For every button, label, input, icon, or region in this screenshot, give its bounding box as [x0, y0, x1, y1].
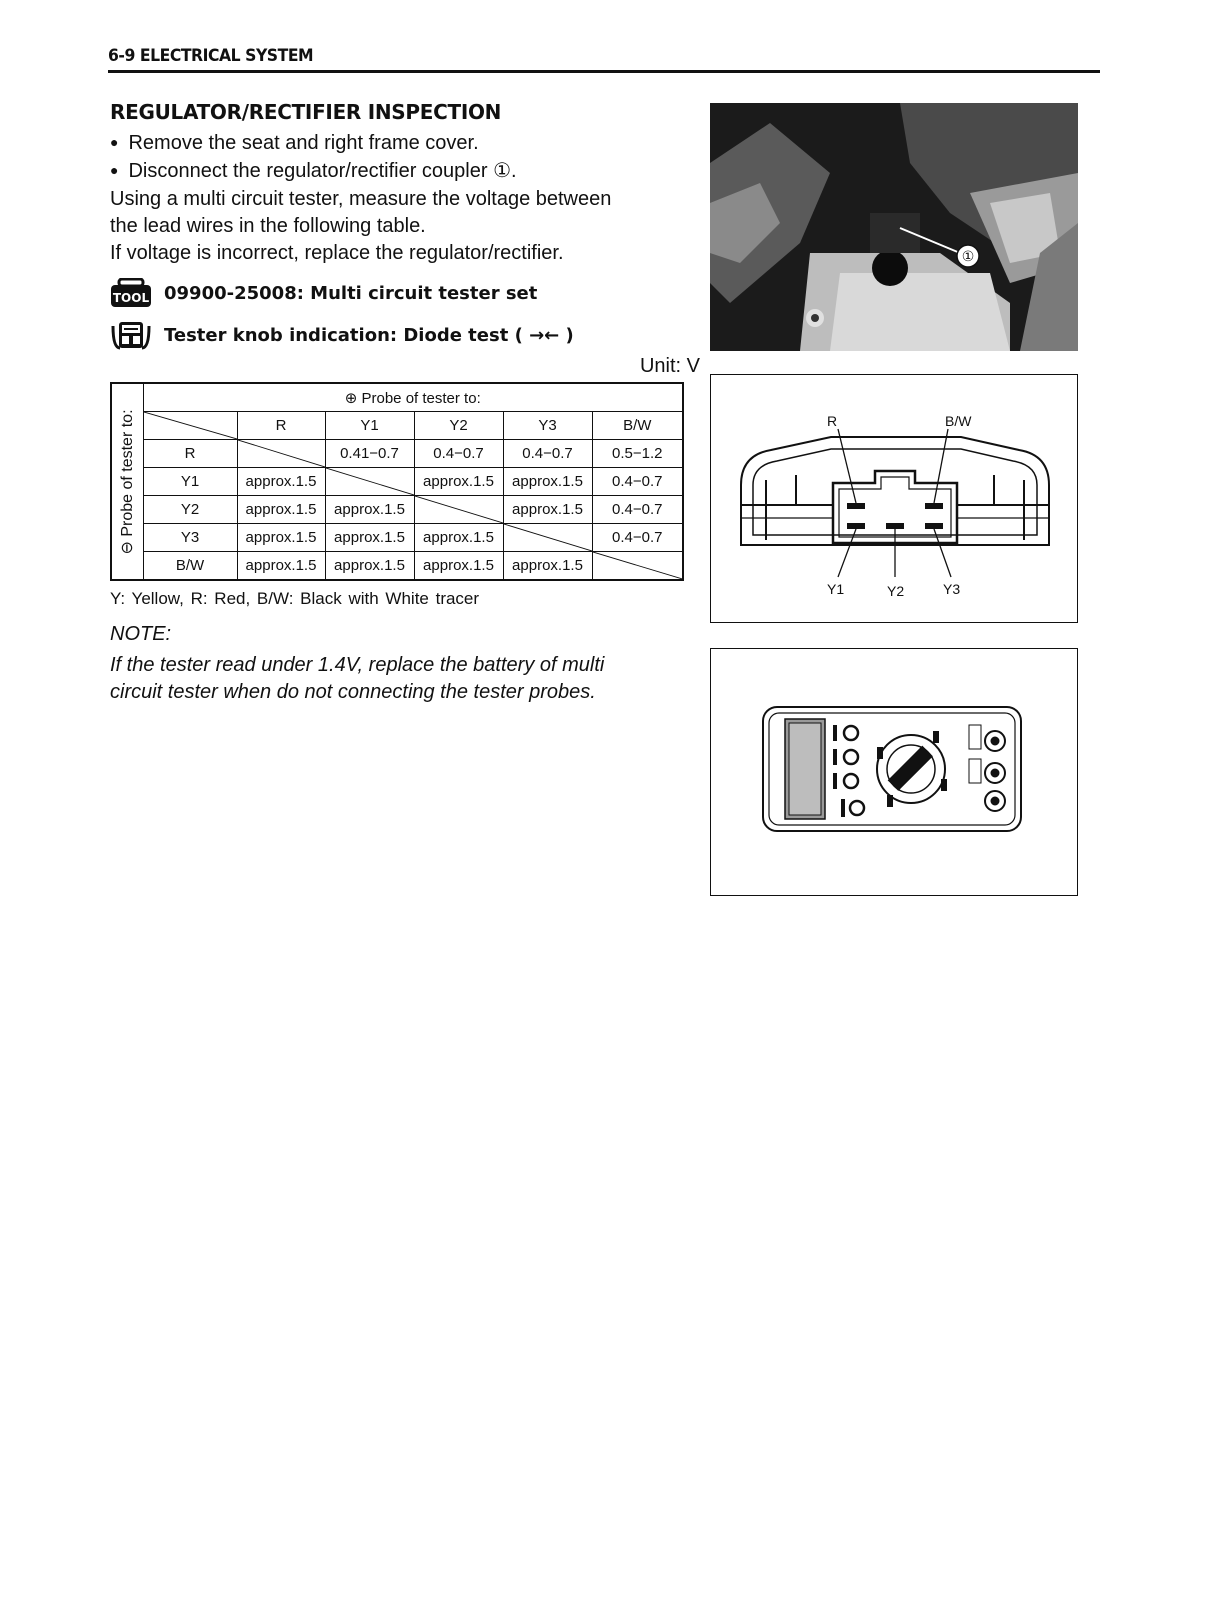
- table-cell: approx.1.5: [325, 552, 414, 581]
- table-row: [111, 552, 683, 581]
- plus-probe-header: ⊕ Probe of tester to:: [143, 383, 683, 412]
- regulator-photo: [710, 103, 1078, 351]
- empty-diagonal-cell: [237, 440, 325, 468]
- coupler-label-bw: B/W: [945, 413, 972, 429]
- row-header: Y2: [143, 496, 237, 524]
- tester-knob-row: [110, 319, 700, 351]
- multimeter-knob-icon: [110, 320, 152, 350]
- special-tool-row: [110, 277, 700, 309]
- table-cell: approx.1.5: [237, 468, 325, 496]
- row-header: B/W: [143, 552, 237, 581]
- step-bullet-2: ● Disconnect the regulator/rectifier coupler ①.: [110, 158, 700, 186]
- table-cell: approx.1.5: [414, 524, 503, 552]
- voltage-table: [110, 382, 684, 581]
- table-cell: 0.4−0.7: [592, 468, 683, 496]
- tester-knob-text: Tester knob indication: Diode test ( →← ): [164, 324, 574, 346]
- table-row: [111, 496, 683, 524]
- coupler-label-y1: Y1: [827, 581, 845, 597]
- col-header: Y3: [503, 412, 592, 440]
- minus-probe-header: ⊖ Probe of tester to:: [111, 383, 143, 580]
- empty-diagonal-cell: [592, 552, 683, 581]
- instruction-line-3: If voltage is incorrect, replace the regulator/rectifier.: [110, 242, 564, 264]
- coupler-label-r: R: [827, 413, 838, 429]
- instruction-line-2: the lead wires in the following table.: [110, 215, 426, 237]
- table-cell: approx.1.5: [503, 496, 592, 524]
- unit-label: Unit: V: [639, 355, 700, 377]
- table-cell: approx.1.5: [503, 552, 592, 581]
- step-bullet-1: ● Remove the seat and right frame cover.: [110, 130, 700, 158]
- table-cell: 0.4−0.7: [592, 496, 683, 524]
- col-header: Y1: [325, 412, 414, 440]
- note-line-2: circuit tester when do not connecting the tester probes.: [110, 681, 596, 703]
- table-cell: approx.1.5: [325, 524, 414, 552]
- section-title: REGULATOR/RECTIFIER INSPECTION: [110, 100, 502, 124]
- table-cell: 0.4−0.7: [592, 524, 683, 552]
- coupler-label-y3: Y3: [943, 581, 961, 597]
- table-cell: 0.4−0.7: [503, 440, 592, 468]
- coupler-diagram: [710, 374, 1078, 623]
- row-header: R: [143, 440, 237, 468]
- table-cell: 0.5−1.2: [592, 440, 683, 468]
- table-cell: approx.1.5: [414, 552, 503, 581]
- table-row: [111, 524, 683, 552]
- tool-icon-label: TOOL: [112, 291, 150, 305]
- col-header: B/W: [592, 412, 683, 440]
- row-header: Y1: [143, 468, 237, 496]
- empty-diagonal-cell: [414, 496, 503, 524]
- special-tool-text: 09900-25008: Multi circuit tester set: [164, 282, 538, 304]
- col-header: Y2: [414, 412, 503, 440]
- table-row: [111, 468, 683, 496]
- empty-diagonal-cell: [325, 468, 414, 496]
- col-header: R: [237, 412, 325, 440]
- instruction-line-1: Using a multi circuit tester, measure the voltage between: [110, 188, 612, 210]
- multimeter-diagram: [710, 648, 1078, 896]
- table-cell: approx.1.5: [237, 524, 325, 552]
- color-legend: Y: Yellow, R: Red, B/W: Black with White tracer: [110, 589, 480, 608]
- tool-box-icon: [110, 278, 152, 308]
- note-label: NOTE:: [110, 623, 172, 645]
- photo-callout: ①: [961, 249, 975, 265]
- table-cell: approx.1.5: [414, 468, 503, 496]
- corner-cell: [143, 412, 237, 440]
- coupler-label-y2: Y2: [887, 583, 905, 599]
- note-line-1: If the tester read under 1.4V, replace the battery of multi: [110, 654, 605, 676]
- table-cell: approx.1.5: [325, 496, 414, 524]
- table-cell: 0.41−0.7: [325, 440, 414, 468]
- table-row: [111, 440, 683, 468]
- empty-diagonal-cell: [503, 524, 592, 552]
- table-cell: approx.1.5: [237, 552, 325, 581]
- table-cell: 0.4−0.7: [414, 440, 503, 468]
- page-header: [108, 46, 1100, 73]
- page-header-title: 6-9 ELECTRICAL SYSTEM: [108, 46, 314, 66]
- table-cell: approx.1.5: [237, 496, 325, 524]
- table-cell: approx.1.5: [503, 468, 592, 496]
- inspection-section: [110, 100, 700, 706]
- row-header: Y3: [143, 524, 237, 552]
